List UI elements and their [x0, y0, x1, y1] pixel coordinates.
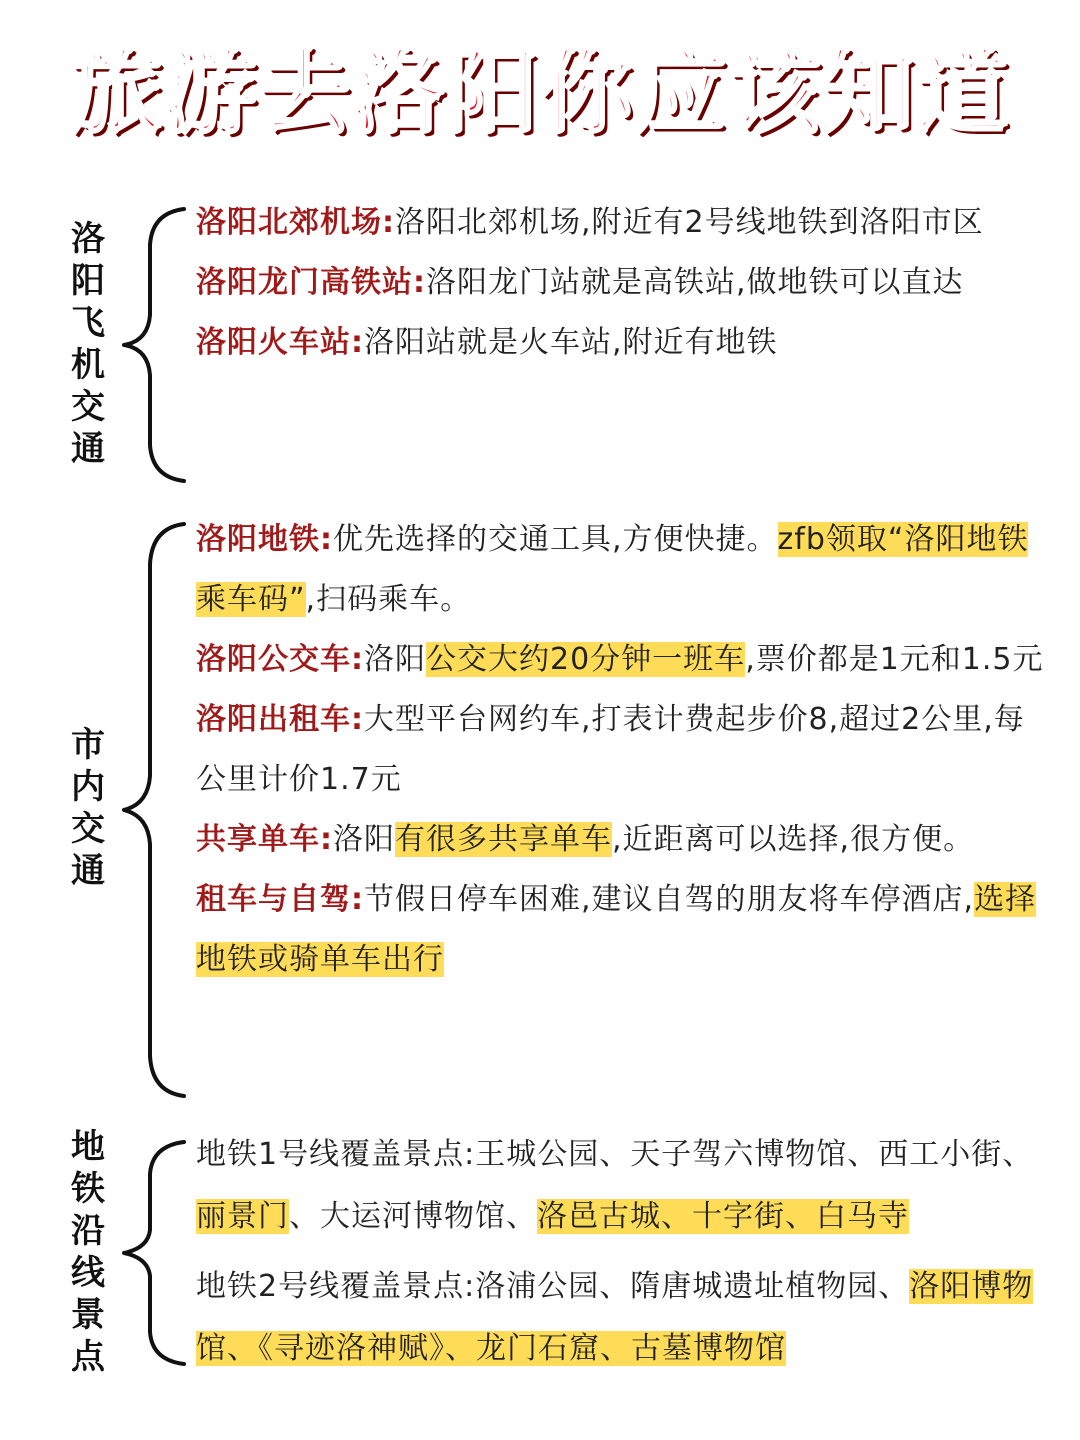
list-item: 地铁1号线覆盖景点:王城公园、天子驾六博物馆、西工小街、丽景门、大运河博物馆、洛邑古城、十字街、白马寺: [196, 1137, 1034, 1234]
brace-icon: [112, 520, 192, 1100]
brace-icon: [112, 1138, 192, 1368]
list-item: 洛阳公交车:洛阳公交大约20分钟一班车,票价都是1元和1.5元: [196, 642, 1044, 677]
brace-icon: [112, 205, 192, 485]
list-item: 地铁2号线覆盖景点:洛浦公园、隋唐城遗址植物园、洛阳博物馆、《寻迹洛神赋》、龙门石窟、古墓博物馆: [196, 1269, 1034, 1366]
section-label-flight: 洛阳飞机交通: [71, 219, 105, 469]
section-metro-content: [196, 1124, 1046, 1380]
section-label-metro: 地铁沿线景点: [71, 1127, 105, 1377]
list-item: 租车与自驾:节假日停车困难,建议自驾的朋友将车停酒店,选择地铁或骑单车出行: [196, 882, 1037, 977]
list-item: 洛阳地铁:优先选择的交通工具,方便快捷。zfb领取“洛阳地铁乘车码”,扫码乘车。: [196, 522, 1029, 617]
section-city-content: [196, 510, 1046, 990]
page-title: 旅游去洛阳你应该知道: [69, 39, 1010, 146]
list-item: 洛阳北郊机场:洛阳北郊机场,附近有2号线地铁到洛阳市区: [196, 205, 984, 240]
section-label-city: 市内交通: [71, 725, 105, 891]
list-item: 共享单车:洛阳有很多共享单车,近距离可以选择,很方便。: [196, 822, 975, 857]
list-item: 洛阳出租车:大型平台网约车,打表计费起步价8,超过2公里,每公里计价1.7元: [196, 702, 1025, 797]
list-item: 洛阳火车站:洛阳站就是火车站,附近有地铁: [196, 325, 778, 360]
list-item: 洛阳龙门高铁站:洛阳龙门站就是高铁站,做地铁可以直达: [196, 265, 964, 300]
section-flight-content: [196, 193, 1046, 373]
